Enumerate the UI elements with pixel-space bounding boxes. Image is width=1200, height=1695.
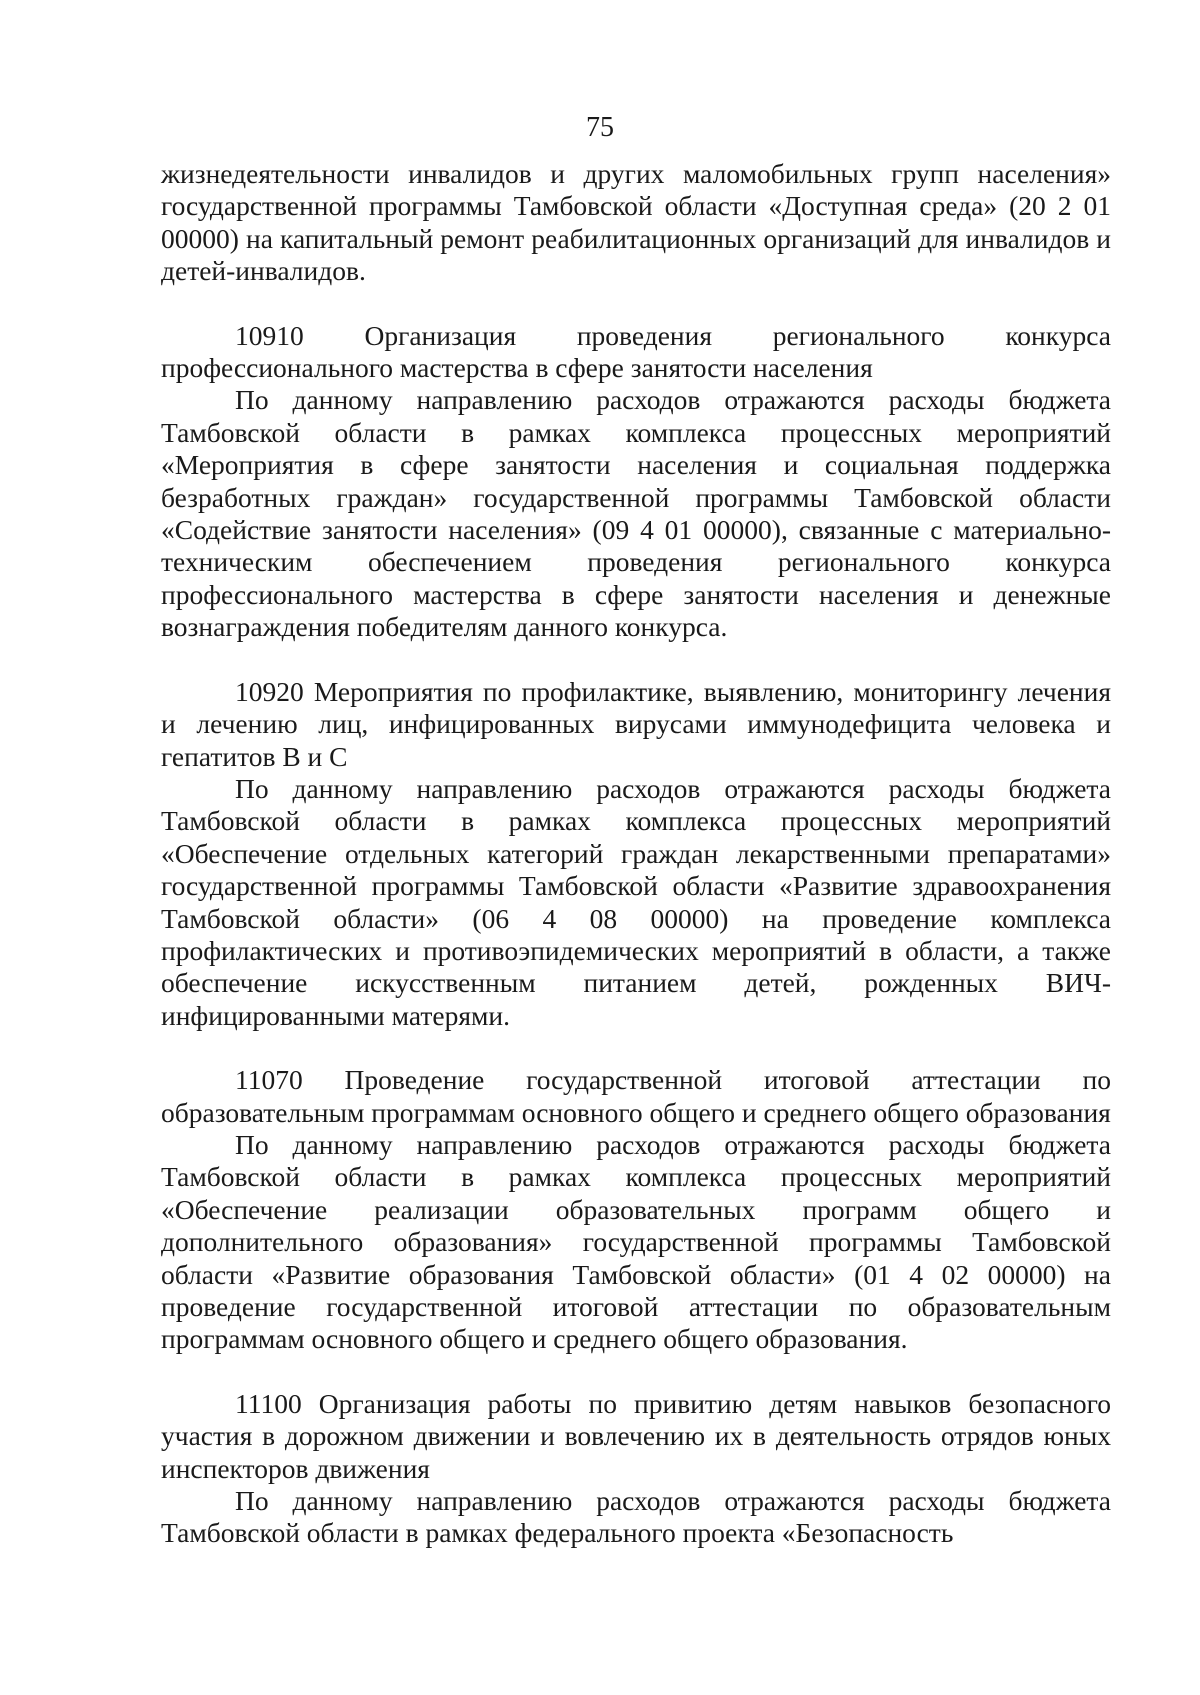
- paragraph-body-10920: По данному направлению расходов отражаются расходы бюджета Тамбовской области в рамках комплекса процессных мероприятий «Обеспечение отдельных категорий граждан лекарственными препаратами» государственной программы Тамбовской области «Развитие здравоохранения Тамбовской области» (06 4 08 00000) на проведение комплекса профилактических и противоэпидемических мероприятий в области, а также обеспечение искусственным питанием детей, рожденных ВИЧ-инфицированными матерями.: [161, 772, 1111, 1031]
- page-number: 75: [586, 112, 614, 143]
- paragraph-body-11100: По данному направлению расходов отражаются расходы бюджета Тамбовской области в рамках федерального проекта «Безопасность: [161, 1485, 1111, 1549]
- section-heading-10920: 10920 Мероприятия по профилактике, выявлению, мониторингу лечения и лечению лиц, инфицированных вирусами иммунодефицита человека и гепатитов B и C: [161, 675, 1111, 772]
- paragraph-body-11070: По данному направлению расходов отражаются расходы бюджета Тамбовской области в рамках комплекса процессных мероприятий «Обеспечение реализации образовательных программ общего и дополнительного образования» государственной программы Тамбовской области «Развитие образования Тамбовской области» (01 4 02 00000) на проведение государственной итоговой аттестации по образовательным программам основного общего и среднего общего образования.: [161, 1128, 1111, 1355]
- document-body: [161, 158, 1111, 1550]
- section-heading-10910: 10910 Организация проведения регионального конкурса профессионального мастерства в сфере занятости населения: [161, 319, 1111, 384]
- paragraph-continuation: жизнедеятельности инвалидов и других маломобильных групп населения» государственной программы Тамбовской области «Доступная среда» (20 2 01 00000) на капитальный ремонт реабилитационных организаций для инвалидов и детей-инвалидов.: [161, 158, 1111, 287]
- section-heading-11070: 11070 Проведение государственной итоговой аттестации по образовательным программам основного общего и среднего общего образования: [161, 1064, 1111, 1128]
- paragraph-body-10910: По данному направлению расходов отражаются расходы бюджета Тамбовской области в рамках комплекса процессных мероприятий «Мероприятия в сфере занятости населения и социальная поддержка безработных граждан» государственной программы Тамбовской области «Содействие занятости населения» (09 4 01 00000), связанные с материально-техническим обеспечением проведения регионального конкурса профессионального мастерства в сфере занятости населения и денежные вознаграждения победителям данного конкурса.: [161, 384, 1111, 643]
- section-heading-11100: 11100 Организация работы по привитию детям навыков безопасного участия в дорожном движении и вовлечению их в деятельность отрядов юных инспекторов движения: [161, 1387, 1111, 1484]
